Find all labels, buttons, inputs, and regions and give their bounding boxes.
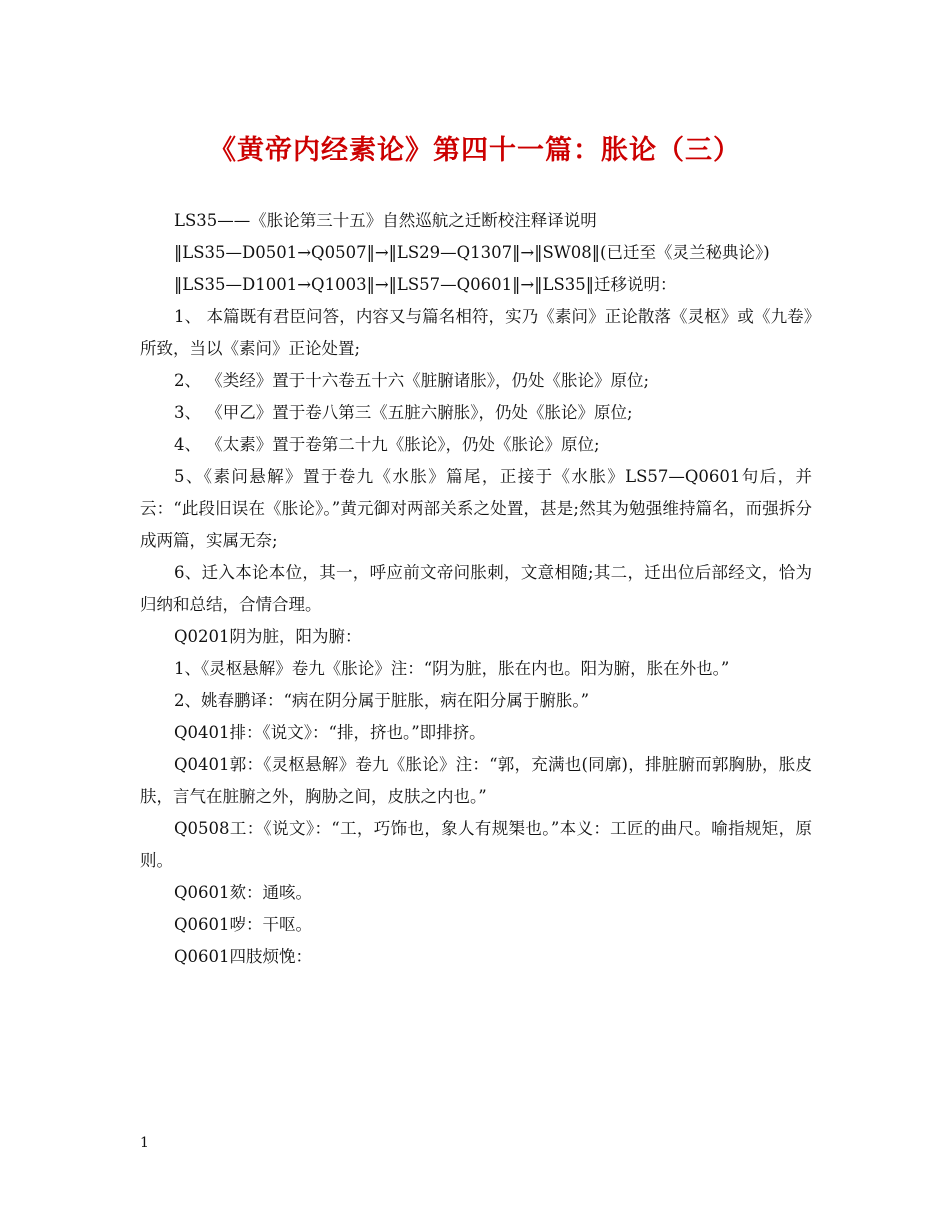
paragraph: Q0601四肢烦悗：	[174, 947, 313, 966]
page-number: 1	[140, 1135, 149, 1151]
paragraph: 5、《素问悬解》置于卷九《水胀》篇尾，正接于《水胀》LS57—Q0601句后，并云：“此段旧误在《胀论》。”黄元御对两部关系之处置，甚是;然其为勉强维持篇名，而强拆分成两篇，实属无奈;	[140, 467, 812, 550]
paragraph: 2、 《类经》置于十六卷五十六《脏腑诸胀》，仍处《胀论》原位;	[174, 371, 650, 390]
paragraph: ‖LS35—D0501→Q0507‖→‖LS29—Q1307‖→‖SW08‖(已迁至《灵兰秘典论》)	[174, 243, 770, 262]
paragraph: Q0601哕：干呕。	[174, 915, 313, 934]
paragraph: 1、《灵枢悬解》卷九《胀论》注：“阴为脏，胀在内也。阳为腑，胀在外也。”	[174, 659, 730, 678]
paragraph: LS35——《胀论第三十五》自然巡航之迁断校注释译说明	[174, 211, 597, 230]
paragraph: 4、 《太素》置于卷第二十九《胀论》，仍处《胀论》原位;	[174, 435, 600, 454]
document-title: 《黄帝内经素论》第四十一篇：胀论（三）	[209, 135, 741, 166]
document-body	[140, 205, 812, 973]
paragraph: Q0201阴为脏，阳为腑：	[174, 627, 362, 646]
paragraph: 6、迁入本论本位，其一，呼应前文帝问胀刺，文意相随;其二，迁出位后部经文，恰为归纳和总结，合情合理。	[140, 563, 812, 614]
paragraph: Q0401郭：《灵枢悬解》卷九《胀论》注：“郭，充满也(同廓)，排脏腑而郭胸胁，胀皮肤，言气在脏腑之外，胸胁之间，皮肤之内也。”	[140, 755, 812, 806]
paragraph: Q0401排：《说文》：“排，挤也。”即排挤。	[174, 723, 486, 742]
paragraph: 1、 本篇既有君臣问答，内容又与篇名相符，实乃《素问》正论散落《灵枢》或《九卷》所致，当以《素问》正论处置;	[140, 307, 812, 358]
paragraph: Q0508工：《说文》：“工，巧饰也，象人有规榘也。”本义：工匠的曲尺。喻指规矩，原则。	[140, 819, 812, 870]
paragraph: ‖LS35—D1001→Q1003‖→‖LS57—Q0601‖→‖LS35‖迁移说明：	[174, 275, 677, 294]
paragraph: 2、姚春鹏译：“病在阴分属于脏胀，病在阳分属于腑胀。”	[174, 691, 590, 710]
paragraph: Q0601欬：通咳。	[174, 883, 313, 902]
paragraph: 3、 《甲乙》置于卷八第三《五脏六腑胀》，仍处《胀论》原位;	[174, 403, 633, 422]
